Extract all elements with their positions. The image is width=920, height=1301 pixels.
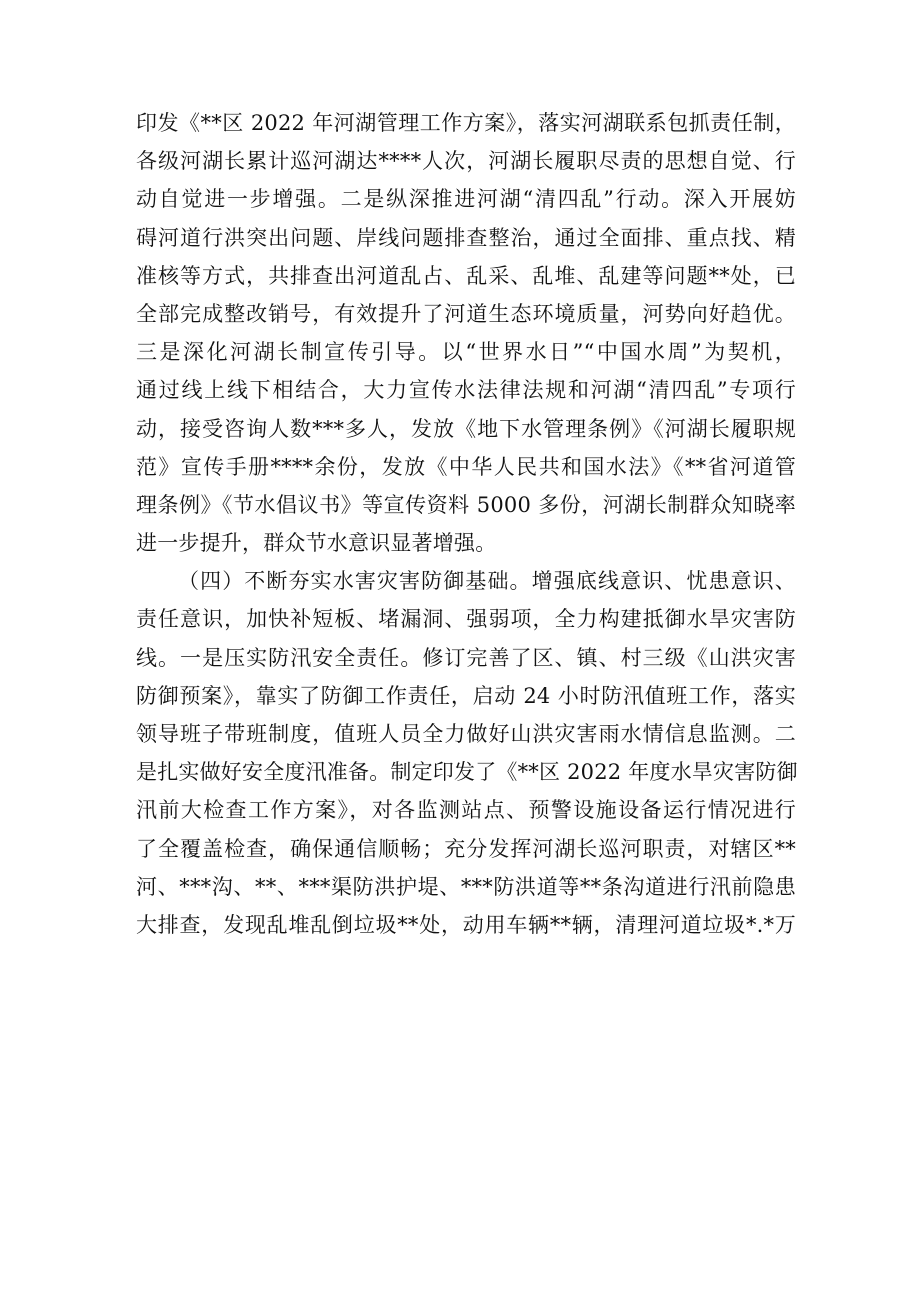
text-line: 三是深化河湖长制宣传引导。以“世界水日”“中国水周”为契机， — [136, 340, 796, 365]
text-line: 印发《**区 2022 年河湖管理工作方案》，落实河湖联系包抓责任制， — [136, 111, 796, 135]
text-line: 汛前大检查工作方案》，对各监测站点、预警设施设备运行情况进行 — [136, 798, 796, 823]
text-line: 线。一是压实防汛安全责任。修订完善了区、镇、村三级《山洪灾害 — [136, 645, 796, 670]
text-line: 动自觉进一步增强。二是纵深推进河湖“清四乱”行动。深入开展妨 — [136, 187, 796, 212]
text-line: 碍河道行洪突出问题、岸线问题排查整治，通过全面排、重点找、精 — [136, 225, 796, 250]
text-line: 通过线上线下相结合，大力宣传水法律法规和河湖“清四乱”专项行 — [136, 378, 796, 403]
text-line: 防御预案》，靠实了防御工作责任，启动 24 小时防汛值班工作，落实 — [136, 683, 796, 708]
text-line: 了全覆盖检查，确保通信顺畅；充分发挥河湖长巡河职责，对辖区** — [136, 836, 796, 861]
text-line: 河、***沟、**、***渠防洪护堤、***防洪道等**条沟道进行汛前隐患 — [136, 874, 796, 899]
paragraph-3 — [136, 104, 796, 562]
body-text — [136, 104, 796, 944]
text-line: 各级河湖长累计巡河湖达****人次，河湖长履职尽责的思想自觉、行 — [136, 149, 796, 174]
section-heading-line: （四）不断夯实水害灾害防御基础。增强底线意识、忧患意识、 — [178, 569, 796, 594]
text-line: 范》宣传手册****余份，发放《中华人民共和国水法》《**省河道管 — [136, 454, 796, 479]
text-line: 全部完成整改销号，有效提升了河道生态环境质量，河势向好趋优。 — [136, 301, 796, 326]
text-line: 责任意识，加快补短板、堵漏洞、强弱项，全力构建抵御水旱灾害防 — [136, 607, 796, 632]
text-line: 准核等方式，共排查出河道乱占、乱采、乱堆、乱建等问题**处，已 — [136, 263, 796, 288]
text-line: 是扎实做好安全度汛准备。制定印发了《**区 2022 年度水旱灾害防御 — [136, 760, 798, 785]
paragraph-4 — [136, 562, 796, 944]
text-line: 进一步提升，群众节水意识显著增强。 — [136, 531, 497, 556]
text-line: 理条例》《节水倡议书》等宣传资料 5000 多份，河湖长制群众知晓率 — [136, 492, 796, 517]
text-line: 大排查，发现乱堆乱倒垃圾**处，动用车辆**辆，清理河道垃圾*.*万 — [136, 912, 796, 937]
text-line: 动，接受咨询人数***多人，发放《地下水管理条例》《河湖长履职规 — [136, 416, 796, 441]
text-line: 领导班子带班制度，值班人员全力做好山洪灾害雨水情信息监测。二 — [136, 722, 796, 746]
